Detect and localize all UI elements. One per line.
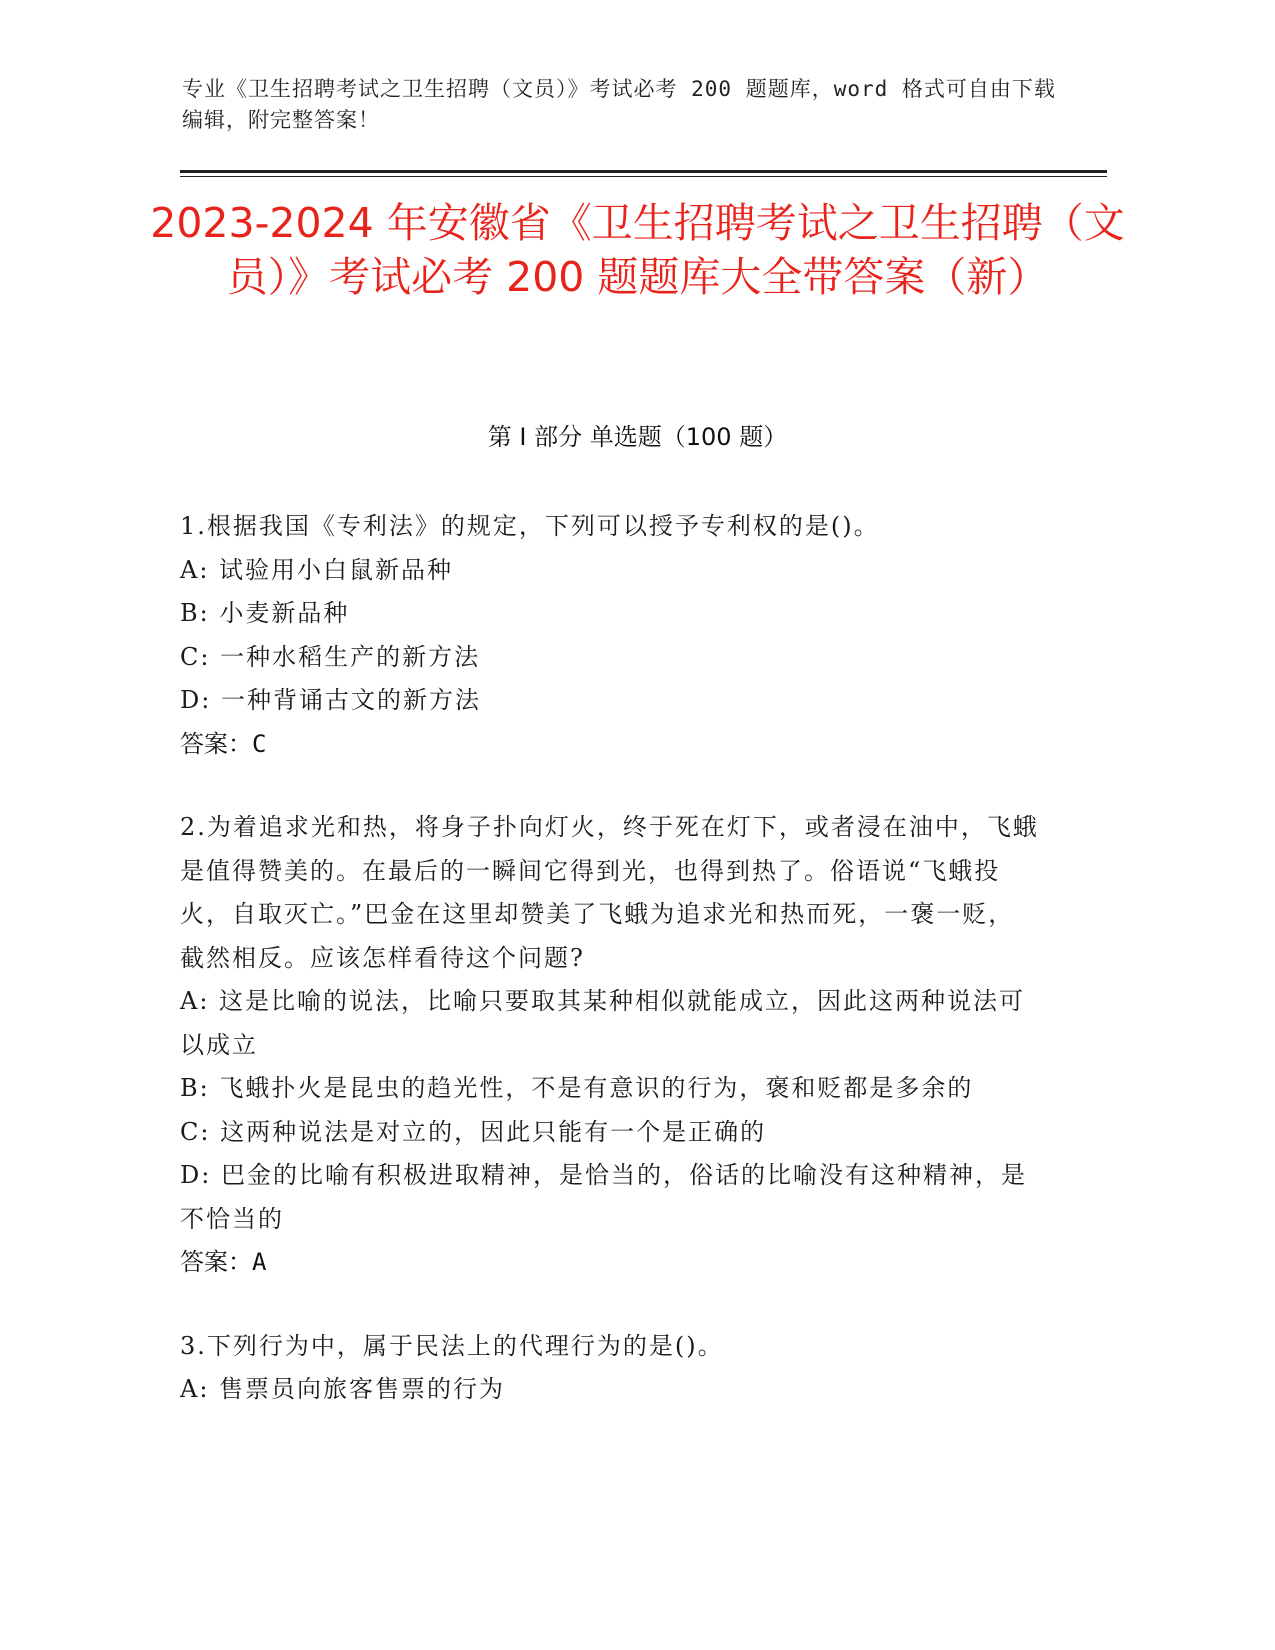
option-c: C: 一种水稻生产的新方法: [180, 642, 481, 671]
option-d: D: 一种背诵古文的新方法: [180, 686, 481, 714]
option-a: A: 这是比喻的说法，比喻只要取其某种相似就能成立，因此这两种说法可以成立: [180, 987, 1026, 1059]
answer-label: 答案：: [180, 729, 252, 758]
question-stem: 2.为着追求光和热，将身子扑向灯火，终于死在灯下，或者浸在油中，飞蛾是值得赞美的。在最后的一瞬间它得到光，也得到热了。俗语说“飞蛾投火，自取灭亡。”巴金在这里却赞美了飞蛾为追求光和热而死，一褒一贬，截然相反。应该怎样看待这个问题?: [180, 813, 1039, 972]
question-list: [180, 505, 1040, 1452]
question-stem: 3.下列行为中，属于民法上的代理行为的是()。: [180, 1331, 724, 1360]
answer-value: C: [252, 729, 267, 758]
question-3: [180, 1325, 1040, 1412]
header-divider-thin: [180, 176, 1107, 177]
option-a: A: 售票员向旅客售票的行为: [180, 1375, 506, 1403]
option-b: B: 小麦新品种: [180, 599, 350, 627]
header-note: 专业《卫生招聘考试之卫生招聘（文员）》考试必考 200 题题库，word 格式可自由下载编辑，附完整答案！: [182, 77, 1056, 132]
section-title: 第 I 部分 单选题（100 题）: [487, 423, 788, 451]
option-d: D: 巴金的比喻有积极进取精神，是恰当的，俗话的比喻没有这种精神，是不恰当的: [180, 1161, 1027, 1233]
answer-label: 答案：: [180, 1248, 252, 1276]
option-b: B: 飞蛾扑火是昆虫的趋光性，不是有意识的行为，褒和贬都是多余的: [180, 1074, 974, 1102]
option-a: A: 试验用小白鼠新品种: [180, 555, 454, 584]
answer-line: [180, 723, 1040, 767]
answer-value: A: [252, 1248, 267, 1276]
question-stem: 1.根据我国《专利法》的规定，下列可以授予专利权的是()。: [180, 512, 880, 540]
option-c: C: 这两种说法是对立的，因此只能有一个是正确的: [180, 1117, 767, 1146]
header-divider-thick: [180, 170, 1107, 173]
question-2: [180, 806, 1040, 1285]
answer-line: [180, 1241, 1040, 1285]
document-title: 2023-2024 年安徽省《卫生招聘考试之卫生招聘（文员）》考试必考 200 题题库大全带答案（新）: [150, 199, 1125, 301]
question-1: [180, 505, 1040, 766]
